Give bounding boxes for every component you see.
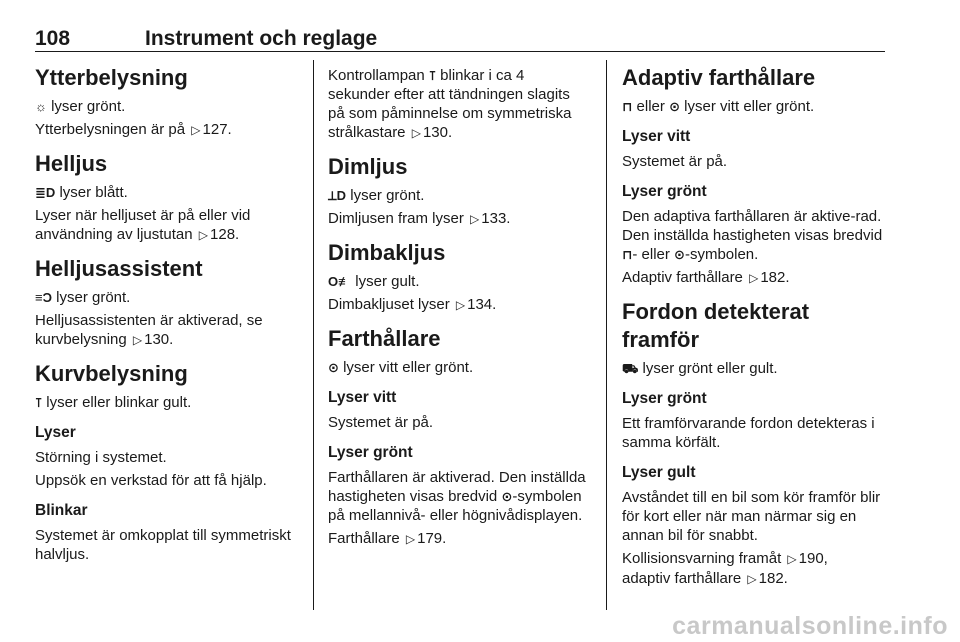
ref-arrow-icon: ▷	[191, 123, 201, 137]
helljusassistent-indicator: ≡Ɔ lyser grönt.	[35, 289, 131, 306]
helljusassistent-text: Helljusassistenten är aktiverad, se kurvbelysning ▷ 130.	[35, 312, 263, 348]
subheading-lyser-gult: Lyser gult	[622, 464, 696, 481]
adaptiv-gront-text: Den adaptiva farthållaren är aktive-rad. Den inställda hastigheten visas bredvid ⊓- eller ⊙-symbolen.	[622, 208, 883, 263]
column-divider-2	[606, 60, 607, 610]
fordon-indicator: ⛟ lyser grönt eller gult.	[622, 360, 778, 377]
page-ref-link[interactable]: 130.	[144, 331, 174, 348]
farthallare-indicator: ⊙ lyser vitt eller grönt.	[328, 359, 474, 376]
page-ref-link[interactable]: 133.	[481, 210, 511, 227]
heading-helljus: Helljus	[35, 151, 108, 176]
dimbakljus-text: Dimbakljuset lyser ▷ 134.	[328, 296, 497, 313]
fordon-gult-text: Avståndet till en bil som kör framför blir för kort eller när man närmar sig en annan bil för snabbt.	[622, 489, 881, 544]
column-divider-1	[313, 60, 314, 610]
dimljus-indicator: ⟂D lyser grönt.	[328, 187, 425, 204]
ref-arrow-icon: ▷	[470, 212, 480, 226]
heading-ytterbelysning: Ytterbelysning	[35, 65, 188, 90]
front-fog-icon: ⟂D	[328, 188, 347, 203]
fordon-gront-text: Ett framförvarande fordon detekteras i samma körfält.	[622, 415, 875, 451]
heading-farthallare: Farthållare	[328, 326, 441, 351]
column-1	[35, 60, 297, 568]
heading-dimljus: Dimljus	[328, 154, 408, 179]
heading-adaptiv-farthallare: Adaptiv farthållare	[622, 65, 816, 90]
cruise-control-icon: ⊙	[674, 247, 685, 262]
high-beam-assist-icon: ≡Ɔ	[35, 290, 52, 305]
heading-fordon-detekterat: Fordon detekterat framför	[622, 299, 810, 352]
heading-helljusassistent: Helljusassistent	[35, 256, 203, 281]
lyser-text-1: Störning i systemet.	[35, 449, 167, 466]
column-2	[328, 60, 590, 553]
vehicle-ahead-icon: ⛟	[622, 361, 639, 376]
page-ref-link[interactable]: 128.	[210, 226, 240, 243]
lyser-gront-text: Farthållaren är aktiverad. Den inställda hastigheten visas bredvid ⊙-symbolen på mellannivå- eller högnivådisplayen.	[328, 469, 586, 524]
heading-dimbakljus: Dimbakljus	[328, 240, 446, 265]
adaptiv-indicator: ⊓ eller ⊙ lyser vitt eller grönt.	[622, 98, 815, 115]
subheading-blinkar: Blinkar	[35, 502, 88, 519]
kurvbelysning-indicator: ⊺ lyser eller blinkar gult.	[35, 394, 192, 411]
dimbakljus-indicator: O≢ lyser gult.	[328, 273, 420, 290]
helljus-text: Lyser när helljuset är på eller vid användning av ljustutan ▷ 128.	[35, 207, 251, 243]
lyser-text-2: Uppsök en verkstad för att få hjälp.	[35, 472, 267, 489]
rear-fog-icon: O≢	[328, 274, 352, 289]
curve-light-icon: ⊺	[428, 68, 436, 83]
blinkar-text: Systemet är omkopplat till symmetriskt halvljus.	[35, 527, 291, 563]
cruise-control-icon: ⊙	[328, 360, 339, 375]
watermark: carmanualsonline.info	[672, 612, 948, 640]
high-beam-icon: ≣D	[35, 185, 56, 200]
ref-arrow-icon: ▷	[787, 552, 797, 566]
subheading-lyser-gront: Lyser grönt	[622, 390, 707, 407]
ref-arrow-icon: ▷	[455, 298, 466, 312]
adaptive-cruise-icon: ⊓	[622, 247, 633, 262]
chapter-title: Instrument och reglage	[145, 27, 378, 50]
page-ref-link[interactable]: 134.	[467, 296, 497, 313]
page-number: 108	[35, 27, 71, 50]
page-ref-link[interactable]: 130.	[422, 124, 453, 141]
ref-arrow-icon: ▷	[747, 572, 757, 586]
dimljus-text: Dimljusen fram lyser ▷ 133.	[328, 210, 511, 227]
helljus-indicator: ≣D lyser blått.	[35, 184, 128, 201]
page-ref-link[interactable]: 190,	[798, 550, 828, 567]
ytterbelysning-indicator: ☼ lyser grönt.	[35, 98, 126, 115]
ref-arrow-icon: ▷	[411, 126, 421, 140]
heading-kurvbelysning: Kurvbelysning	[35, 361, 188, 386]
curve-light-icon: ⊺	[35, 395, 43, 410]
ref-arrow-icon: ▷	[132, 333, 143, 347]
page-ref-link[interactable]: 182.	[760, 269, 790, 286]
ref-arrow-icon: ▷	[405, 532, 416, 546]
farthallare-ref: Farthållare ▷ 179.	[328, 530, 447, 547]
exterior-light-icon: ☼	[35, 99, 47, 114]
adaptiv-vitt-text: Systemet är på.	[622, 153, 728, 170]
subheading-lyser-vitt: Lyser vitt	[622, 128, 691, 145]
fordon-refs: Kollisionsvarning framåt ▷ 190, adaptiv farthållare ▷ 182.	[622, 550, 828, 587]
page-ref-link[interactable]: 182.	[758, 570, 788, 587]
subheading-lyser-gront: Lyser grönt	[622, 183, 707, 200]
adaptive-cruise-icon: ⊓	[622, 99, 633, 114]
ytterbelysning-text: Ytterbelysningen är på ▷ 127.	[35, 121, 232, 138]
ref-arrow-icon: ▷	[749, 271, 759, 285]
column-3	[622, 60, 890, 593]
subheading-lyser-gront: Lyser grönt	[328, 444, 413, 461]
kontrollampa-text: Kontrollampan ⊺ blinkar i ca 4 sekunder efter att tändningen slagits på som påminnelse om symmetriska strålkastare ▷ 130.	[328, 67, 572, 141]
subheading-lyser: Lyser	[35, 424, 76, 441]
page-ref-link[interactable]: 127.	[202, 121, 232, 138]
adaptiv-ref: Adaptiv farthållare ▷ 182.	[622, 269, 790, 286]
cruise-control-icon: ⊙	[669, 99, 680, 114]
page-ref-link[interactable]: 179.	[417, 530, 447, 547]
ref-arrow-icon: ▷	[198, 228, 209, 242]
cruise-control-icon: ⊙	[501, 489, 513, 504]
page-header	[35, 27, 885, 52]
subheading-lyser-vitt: Lyser vitt	[328, 389, 397, 406]
lyser-vitt-text: Systemet är på.	[328, 414, 434, 431]
